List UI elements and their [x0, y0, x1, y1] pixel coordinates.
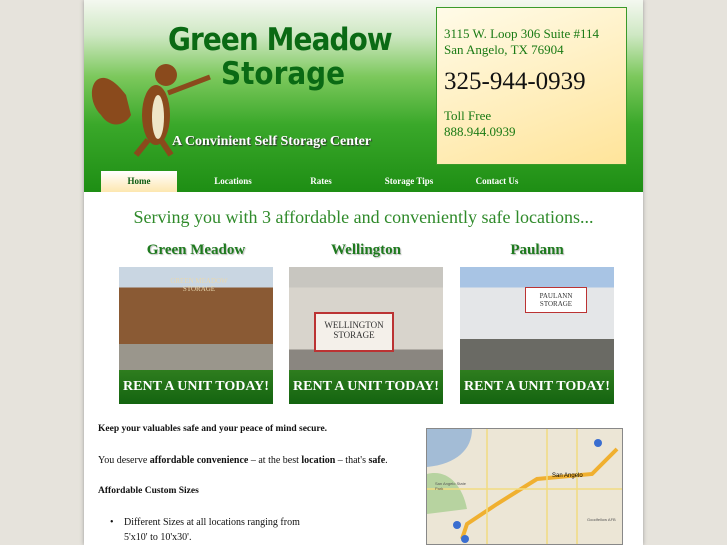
rent-unit-button[interactable]: RENT A UNIT TODAY! — [119, 370, 273, 404]
logo-subtitle: Storage — [221, 56, 346, 92]
map-label-park: San Angelo State Park — [435, 481, 466, 491]
sign-text: WELLINGTON STORAGE — [314, 312, 394, 352]
page — [84, 0, 643, 545]
toll-free-label: Toll Free — [444, 108, 492, 123]
headline: Serving you with 3 affordable and conveniently safe locations... — [133, 207, 594, 227]
text: Different Sizes at all locations ranging from 5'x10' to 10'x30'. — [124, 517, 300, 543]
intro-text: Keep your valuables safe and your peace of mind secure. — [98, 424, 328, 434]
phone-number: 325-944-0939 — [444, 68, 586, 95]
tagline: A Convinient Self Storage Center — [172, 134, 372, 149]
sign-text: GREEN MEADOW STORAGE — [170, 277, 228, 293]
toll-free-number: 888.944.0939 — [444, 124, 516, 139]
sizes-heading: Affordable Custom Sizes — [98, 486, 199, 496]
location-name: Green Meadow — [146, 242, 246, 258]
address-line2: San Angelo, TX 76904 — [444, 42, 564, 57]
contact-box — [436, 7, 627, 165]
rent-unit-button[interactable]: RENT A UNIT TODAY! — [460, 370, 614, 404]
nav-rates[interactable]: Rates — [310, 176, 332, 186]
location-name: Wellington — [330, 242, 401, 258]
header — [84, 0, 643, 192]
location-paulann — [460, 242, 614, 404]
sign-text: PAULANN STORAGE — [525, 287, 587, 313]
bullet-icon: • — [110, 517, 114, 528]
location-wellington — [289, 242, 443, 404]
map-label-afb: Goodfellow AFB — [587, 517, 616, 522]
text: – that's — [335, 455, 369, 466]
nav-storage-tips[interactable]: Storage Tips — [384, 176, 434, 186]
main-nav — [101, 171, 541, 192]
sizes-bullet — [110, 515, 324, 545]
text: affordable convenience — [149, 455, 249, 466]
location-photo[interactable] — [119, 267, 273, 370]
address-line1: 3115 W. Loop 306 Suite #114 — [444, 26, 600, 41]
map-label-city: San Angelo — [552, 473, 583, 479]
nav-home[interactable]: Home — [101, 171, 177, 192]
rent-unit-button[interactable]: RENT A UNIT TODAY! — [289, 370, 443, 404]
logo-title: Green Meadow — [168, 22, 392, 58]
location-photo[interactable] — [289, 267, 443, 370]
location-name: Paulann — [510, 242, 564, 258]
affordable-paragraph — [98, 455, 388, 466]
location-photo[interactable] — [460, 267, 614, 370]
text: safe — [368, 455, 386, 466]
nav-contact-us[interactable]: Contact Us — [475, 176, 519, 186]
locations-map[interactable] — [426, 428, 623, 545]
text: – at the best — [248, 455, 302, 466]
text: location — [301, 455, 336, 466]
text: . — [385, 455, 388, 466]
text: You deserve — [98, 455, 150, 466]
location-green-meadow — [119, 242, 273, 404]
nav-locations[interactable]: Locations — [214, 176, 252, 186]
